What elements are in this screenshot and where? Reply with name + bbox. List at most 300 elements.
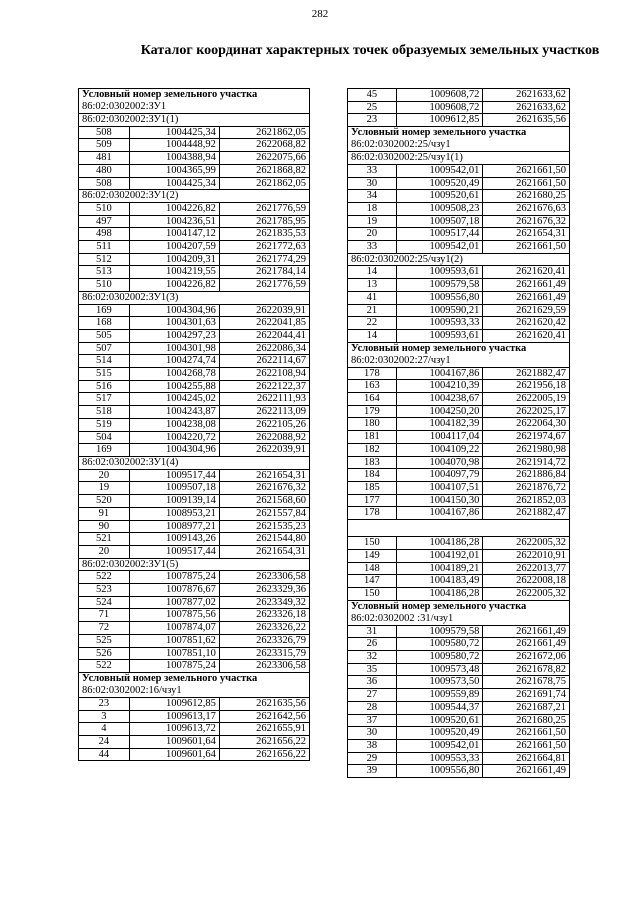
coord-y: 2622088,92 (219, 431, 309, 444)
contour-label: 86:02:0302002:ЗУ1(5) (79, 558, 310, 571)
table-row (79, 520, 310, 533)
coord-x: 1007874,07 (129, 622, 219, 635)
contour-label: 86:02:0302002:ЗУ1(4) (79, 456, 310, 469)
spacer (348, 520, 570, 537)
point-number: 3 (79, 710, 130, 723)
parcel-header-label: Условный номер земельного участка (351, 127, 527, 139)
coord-x: 1004097,79 (396, 469, 483, 482)
point-number: 508 (79, 177, 130, 190)
coord-y: 2621654,31 (219, 545, 309, 558)
table-row (79, 152, 310, 165)
table-row (79, 406, 310, 419)
table-row (348, 587, 570, 600)
point-number: 30 (348, 727, 397, 740)
table-row (348, 177, 570, 190)
coord-y: 2621676,32 (219, 482, 309, 495)
coord-x: 1009517,44 (129, 545, 219, 558)
point-number: 28 (348, 701, 397, 714)
coord-y: 2621956,18 (483, 380, 570, 393)
table-row (79, 495, 310, 508)
parcel-header (348, 600, 570, 625)
coord-x: 1008953,21 (129, 507, 219, 520)
point-number: 504 (79, 431, 130, 444)
coord-y: 2622041,85 (219, 317, 309, 330)
coord-x: 1004388,94 (129, 152, 219, 165)
point-number: 14 (348, 266, 397, 279)
coord-y: 2621633,62 (483, 101, 570, 114)
table-row (79, 736, 310, 749)
parcel-header-label: Условный номер земельного участка (82, 89, 258, 100)
coord-x: 1004219,55 (129, 266, 219, 279)
coord-y: 2621656,22 (219, 748, 309, 761)
parcel-header-label: Условный номер земельного участка (351, 342, 527, 354)
coord-x: 1004209,31 (129, 253, 219, 266)
coord-x: 1009139,14 (129, 495, 219, 508)
coord-x: 1004425,34 (129, 126, 219, 139)
coord-x: 1004448,92 (129, 139, 219, 152)
point-number: 33 (348, 164, 397, 177)
table-row (348, 431, 570, 444)
coord-y: 2621676,63 (483, 202, 570, 215)
coord-y: 2621633,62 (483, 89, 570, 102)
point-number: 517 (79, 393, 130, 406)
coord-x: 1009517,44 (129, 469, 219, 482)
point-number: 524 (79, 596, 130, 609)
point-number: 90 (79, 520, 130, 533)
point-number: 20 (79, 469, 130, 482)
coord-x: 1009613,72 (129, 723, 219, 736)
coord-x: 1004304,96 (129, 444, 219, 457)
coord-x: 1009508,23 (396, 202, 483, 215)
table-row (348, 190, 570, 203)
table-row (348, 241, 570, 254)
coord-y: 2622075,66 (219, 152, 309, 165)
point-number: 526 (79, 647, 130, 660)
table-row (348, 701, 570, 714)
point-number: 510 (79, 279, 130, 292)
table-row (348, 765, 570, 778)
coord-x: 1009520,61 (396, 190, 483, 203)
point-number: 150 (348, 587, 397, 600)
table-row (348, 494, 570, 507)
coord-y: 2622013,77 (483, 562, 570, 575)
parcel-header (79, 89, 310, 114)
table-row (348, 418, 570, 431)
point-number: 507 (79, 342, 130, 355)
point-number: 30 (348, 177, 397, 190)
coord-x: 1004183,49 (396, 575, 483, 588)
point-number: 525 (79, 634, 130, 647)
coord-y: 2621535,23 (219, 520, 309, 533)
parcel-header (79, 672, 310, 697)
coord-x: 1004297,23 (129, 329, 219, 342)
coord-y: 2621974,67 (483, 431, 570, 444)
point-number: 23 (79, 697, 130, 710)
table-row (79, 177, 310, 190)
coord-y: 2622113,09 (219, 406, 309, 419)
table-row (348, 279, 570, 292)
point-number: 512 (79, 253, 130, 266)
point-number: 180 (348, 418, 397, 431)
table-row (79, 139, 310, 152)
point-number: 148 (348, 562, 397, 575)
coord-y: 2621687,21 (483, 701, 570, 714)
coord-x: 1009542,01 (396, 739, 483, 752)
point-number: 149 (348, 549, 397, 562)
parcel-number: 86:02:0302002:27/чзу1 (351, 354, 451, 366)
point-number: 497 (79, 215, 130, 228)
coord-y: 2621876,72 (483, 481, 570, 494)
point-number: 38 (348, 739, 397, 752)
coord-x: 1009613,17 (129, 710, 219, 723)
coord-y: 2621654,31 (483, 228, 570, 241)
point-number: 185 (348, 481, 397, 494)
coord-y: 2621784,14 (219, 266, 309, 279)
table-row (348, 549, 570, 562)
point-number: 183 (348, 456, 397, 469)
coord-x: 1009520,61 (396, 714, 483, 727)
point-number: 521 (79, 533, 130, 546)
table-row (348, 456, 570, 469)
table-row (79, 317, 310, 330)
coord-y: 2621835,53 (219, 228, 309, 241)
point-number: 25 (348, 101, 397, 114)
point-number: 14 (348, 329, 397, 342)
point-number: 33 (348, 241, 397, 254)
point-number: 32 (348, 651, 397, 664)
point-number: 36 (348, 676, 397, 689)
point-number: 21 (348, 304, 397, 317)
point-number: 519 (79, 418, 130, 431)
point-number: 23 (348, 114, 397, 127)
table-row (348, 537, 570, 550)
table-row (79, 393, 310, 406)
point-number: 498 (79, 228, 130, 241)
coord-x: 1007875,56 (129, 609, 219, 622)
table-row (348, 291, 570, 304)
coord-y: 2622005,32 (483, 587, 570, 600)
coord-y: 2621882,47 (483, 507, 570, 520)
table-row (79, 342, 310, 355)
point-number: 35 (348, 663, 397, 676)
table-row (79, 304, 310, 317)
coord-y: 2622005,32 (483, 537, 570, 550)
coord-x: 1009556,80 (396, 765, 483, 778)
point-number: 41 (348, 291, 397, 304)
coord-x: 1004186,28 (396, 537, 483, 550)
coord-y: 2621661,49 (483, 291, 570, 304)
coord-x: 1009580,72 (396, 638, 483, 651)
table-row (79, 697, 310, 710)
coord-y: 2622025,17 (483, 405, 570, 418)
table-row (348, 329, 570, 342)
coord-x: 1009593,33 (396, 317, 483, 330)
point-number: 505 (79, 329, 130, 342)
table-row (348, 676, 570, 689)
coord-y: 2621868,82 (219, 164, 309, 177)
coord-x: 1007876,67 (129, 584, 219, 597)
coord-x: 1009612,85 (396, 114, 483, 127)
point-number: 513 (79, 266, 130, 279)
coord-x: 1009520,49 (396, 177, 483, 190)
coord-x: 1004365,99 (129, 164, 219, 177)
coord-x: 1004182,39 (396, 418, 483, 431)
parcel-header-row (348, 127, 570, 152)
table-row (79, 584, 310, 597)
point-number: 150 (348, 537, 397, 550)
point-number: 91 (79, 507, 130, 520)
point-number: 184 (348, 469, 397, 482)
coord-y: 2621661,49 (483, 625, 570, 638)
coord-x: 1004304,96 (129, 304, 219, 317)
coord-x: 1009601,64 (129, 736, 219, 749)
parcel-header (348, 342, 570, 367)
coord-x: 1009556,80 (396, 291, 483, 304)
coord-y: 2623315,79 (219, 647, 309, 660)
table-row (79, 329, 310, 342)
coord-y: 2622005,19 (483, 393, 570, 406)
point-number: 181 (348, 431, 397, 444)
contour-row (79, 114, 310, 127)
table-row (348, 575, 570, 588)
table-row (348, 317, 570, 330)
page-number: 282 (311, 8, 329, 20)
table-row (79, 469, 310, 482)
coord-x: 1009590,21 (396, 304, 483, 317)
coord-y: 2621678,75 (483, 676, 570, 689)
coord-y: 2622108,94 (219, 368, 309, 381)
table-row (348, 481, 570, 494)
point-number: 179 (348, 405, 397, 418)
table-row (79, 545, 310, 558)
coord-x: 1004301,98 (129, 342, 219, 355)
table-row (79, 634, 310, 647)
coord-x: 1004425,34 (129, 177, 219, 190)
coord-x: 1004238,67 (396, 393, 483, 406)
table-row (79, 126, 310, 139)
table-row (348, 752, 570, 765)
coord-x: 1004207,59 (129, 241, 219, 254)
table-row (79, 533, 310, 546)
parcel-header (348, 127, 570, 152)
coord-x: 1009542,01 (396, 164, 483, 177)
coord-y: 2622039,91 (219, 304, 309, 317)
point-number: 481 (79, 152, 130, 165)
contour-row (348, 152, 570, 165)
coord-x: 1004236,51 (129, 215, 219, 228)
point-number: 13 (348, 279, 397, 292)
coord-y: 2621620,42 (483, 317, 570, 330)
table-row (348, 215, 570, 228)
parcel-number: 86:02:0302002:25/чзу1 (351, 139, 451, 151)
table-row (348, 101, 570, 114)
point-number: 29 (348, 752, 397, 765)
table-row (348, 367, 570, 380)
contour-row (79, 558, 310, 571)
page-title: Каталог координат характерных точек образуемых земельных участков (140, 43, 600, 58)
coord-y: 2621656,22 (219, 736, 309, 749)
table-row (348, 164, 570, 177)
point-number: 27 (348, 689, 397, 702)
coord-y: 2621776,59 (219, 279, 309, 292)
table-row (79, 202, 310, 215)
coord-y: 2621980,98 (483, 443, 570, 456)
coord-x: 1007875,24 (129, 571, 219, 584)
coord-y: 2622111,93 (219, 393, 309, 406)
point-number: 177 (348, 494, 397, 507)
table-row (348, 89, 570, 102)
coord-y: 2621661,50 (483, 727, 570, 740)
point-number: 163 (348, 380, 397, 393)
coord-x: 1004250,20 (396, 405, 483, 418)
point-number: 511 (79, 241, 130, 254)
point-number: 31 (348, 625, 397, 638)
point-number: 24 (79, 736, 130, 749)
point-number: 178 (348, 507, 397, 520)
parcel-header-row (348, 600, 570, 625)
point-number: 169 (79, 444, 130, 457)
parcel-header-label: Условный номер земельного участка (82, 672, 258, 684)
coord-y: 2622010,91 (483, 549, 570, 562)
point-number: 522 (79, 660, 130, 673)
table-row (79, 609, 310, 622)
contour-label: 86:02:0302002:ЗУ1(1) (79, 114, 310, 127)
coord-y: 2621914,72 (483, 456, 570, 469)
table-row (79, 748, 310, 761)
point-number: 164 (348, 393, 397, 406)
coord-x: 1004210,39 (396, 380, 483, 393)
contour-label: 86:02:0302002:ЗУ1(3) (79, 291, 310, 304)
point-number: 509 (79, 139, 130, 152)
coord-x: 1009544,37 (396, 701, 483, 714)
coord-x: 1009143,26 (129, 533, 219, 546)
coord-y: 2621661,50 (483, 739, 570, 752)
point-number: 522 (79, 571, 130, 584)
coord-x: 1004147,12 (129, 228, 219, 241)
spacer-row (348, 520, 570, 537)
coord-x: 1004167,86 (396, 367, 483, 380)
coord-x: 1009517,44 (396, 228, 483, 241)
coord-x: 1004070,98 (396, 456, 483, 469)
coord-x: 1007851,10 (129, 647, 219, 660)
coord-x: 1004243,87 (129, 406, 219, 419)
coord-x: 1004107,51 (396, 481, 483, 494)
table-body-left (79, 89, 310, 761)
point-number: 520 (79, 495, 130, 508)
coord-x: 1009579,58 (396, 279, 483, 292)
coord-y: 2621678,82 (483, 663, 570, 676)
coord-x: 1004109,22 (396, 443, 483, 456)
point-number: 480 (79, 164, 130, 177)
coord-x: 1009580,72 (396, 651, 483, 664)
coord-y: 2621544,80 (219, 533, 309, 546)
table-row (79, 482, 310, 495)
table-row (348, 202, 570, 215)
point-number: 516 (79, 380, 130, 393)
coord-y: 2621852,03 (483, 494, 570, 507)
coord-x: 1009593,61 (396, 266, 483, 279)
table-row (79, 723, 310, 736)
table-row (348, 304, 570, 317)
contour-label: 86:02:0302002:ЗУ1(2) (79, 190, 310, 203)
table-row (348, 266, 570, 279)
coord-x: 1007851,62 (129, 634, 219, 647)
table-row (79, 571, 310, 584)
table-row (348, 714, 570, 727)
table-row (79, 215, 310, 228)
coord-y: 2623349,32 (219, 596, 309, 609)
parcel-number: 86:02:0302002:16/чзу1 (82, 684, 182, 696)
point-number: 72 (79, 622, 130, 635)
coord-x: 1007877,02 (129, 596, 219, 609)
table-row (348, 114, 570, 127)
coord-y: 2622008,18 (483, 575, 570, 588)
coord-y: 2622114,67 (219, 355, 309, 368)
table-row (79, 368, 310, 381)
table-row (79, 418, 310, 431)
coord-y: 2621568,60 (219, 495, 309, 508)
point-number: 523 (79, 584, 130, 597)
table-row (79, 622, 310, 635)
coord-x: 1004192,01 (396, 549, 483, 562)
coord-x: 1009542,01 (396, 241, 483, 254)
coord-y: 2621785,95 (219, 215, 309, 228)
point-number: 71 (79, 609, 130, 622)
table-row (348, 562, 570, 575)
point-number: 514 (79, 355, 130, 368)
coord-x: 1009573,50 (396, 676, 483, 689)
point-number: 19 (348, 215, 397, 228)
contour-row (79, 291, 310, 304)
parcel-number: 86:02:0302002 :31/чзу1 (351, 612, 454, 624)
point-number: 182 (348, 443, 397, 456)
coord-y: 2623326,22 (219, 622, 309, 635)
parcel-header-row (79, 672, 310, 697)
coord-y: 2623306,58 (219, 660, 309, 673)
table-body-right (348, 89, 570, 778)
point-number: 20 (348, 228, 397, 241)
contour-row (348, 253, 570, 266)
coord-x: 1004274,74 (129, 355, 219, 368)
coord-x: 1009608,72 (396, 89, 483, 102)
point-number: 508 (79, 126, 130, 139)
coord-y: 2622044,41 (219, 329, 309, 342)
contour-row (79, 456, 310, 469)
coord-x: 1004189,21 (396, 562, 483, 575)
table-row (348, 380, 570, 393)
point-number: 4 (79, 723, 130, 736)
coord-x: 1007875,24 (129, 660, 219, 673)
coord-x: 1004255,88 (129, 380, 219, 393)
coord-x: 1004226,82 (129, 279, 219, 292)
point-number: 147 (348, 575, 397, 588)
coord-x: 1009579,58 (396, 625, 483, 638)
point-number: 510 (79, 202, 130, 215)
coord-x: 1004226,82 (129, 202, 219, 215)
coord-x: 1009601,64 (129, 748, 219, 761)
table-row (79, 241, 310, 254)
table-row (348, 228, 570, 241)
coord-y: 2621557,84 (219, 507, 309, 520)
point-number: 19 (79, 482, 130, 495)
coord-y: 2623326,18 (219, 609, 309, 622)
coord-y: 2621886,84 (483, 469, 570, 482)
coord-x: 1009559,89 (396, 689, 483, 702)
table-row (79, 647, 310, 660)
point-number: 34 (348, 190, 397, 203)
coord-x: 1004150,30 (396, 494, 483, 507)
coord-x: 1004186,28 (396, 587, 483, 600)
